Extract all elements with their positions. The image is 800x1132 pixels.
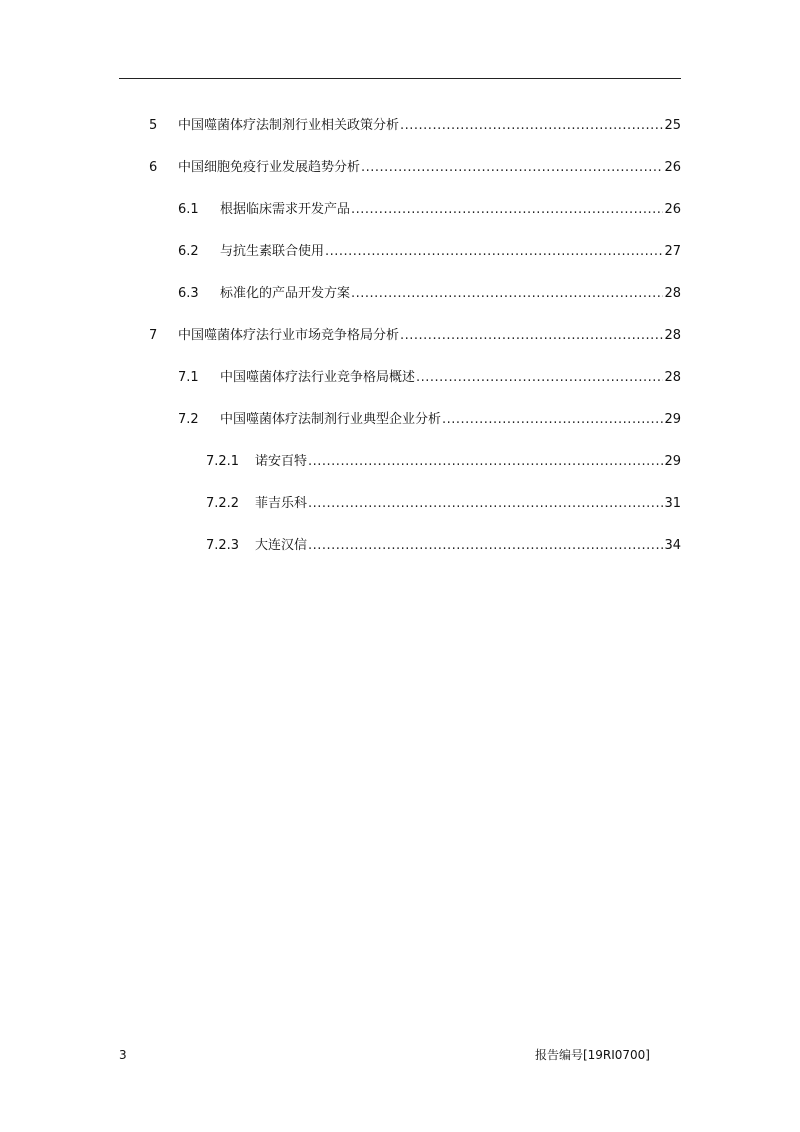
toc-entry-page: 31 [664,496,681,511]
toc-entry-5[interactable] [0,115,800,137]
toc-entry-number: 7.2 [178,412,199,427]
toc-entry-page: 28 [664,286,681,301]
toc-entry-title: 中国噬菌体疗法行业竞争格局概述 [220,370,416,385]
toc-entry-title: 与抗生素联合使用 [220,244,325,259]
toc-entry-7-2-1[interactable] [0,451,800,473]
toc-dot-leader [361,157,663,179]
toc-entry-number: 7.2.3 [206,538,240,553]
toc-entry-number: 7 [149,328,158,343]
toc-dot-leader [400,115,663,137]
toc-entry-title: 菲吉乐科 [255,496,308,511]
toc-dot-leader [351,283,663,305]
toc-entry-title: 中国噬菌体疗法制剂行业相关政策分析 [178,118,400,133]
toc-dot-leader [325,241,663,263]
toc-entry-page: 29 [664,454,681,469]
toc-dot-leader [308,493,663,515]
toc-entry-page: 29 [664,412,681,427]
toc-entry-7-2-2[interactable] [0,493,800,515]
toc-dot-leader [308,535,663,557]
toc-entry-number: 6 [149,160,158,175]
toc-entry-7-1[interactable] [0,367,800,389]
toc-entry-page: 26 [664,202,681,217]
toc-entry-6-2[interactable] [0,241,800,263]
toc-dot-leader [308,451,663,473]
toc-entry-number: 5 [149,118,158,133]
toc-entry-title: 标准化的产品开发方案 [220,286,351,301]
footer-page-number: 3 [119,1048,127,1062]
toc-entry-number: 7.1 [178,370,199,385]
toc-entry-title: 中国细胞免疫行业发展趋势分析 [178,160,361,175]
toc-entry-page: 27 [664,244,681,259]
toc-dot-leader [442,409,663,431]
toc-dot-leader [416,367,663,389]
toc-entry-page: 26 [664,160,681,175]
header-rule [119,78,681,79]
toc-entry-title: 中国噬菌体疗法行业市场竞争格局分析 [178,328,400,343]
toc-entry-page: 25 [664,118,681,133]
toc-entry-title: 诺安百特 [255,454,308,469]
toc-entry-number: 6.1 [178,202,199,217]
toc-entry-page: 34 [664,538,681,553]
toc-entry-title: 中国噬菌体疗法制剂行业典型企业分析 [220,412,442,427]
toc-entry-7[interactable] [0,325,800,347]
toc-entry-6[interactable] [0,157,800,179]
toc-entry-number: 6.3 [178,286,199,301]
toc-entry-6-1[interactable] [0,199,800,221]
toc-entry-6-3[interactable] [0,283,800,305]
toc-entry-number: 7.2.2 [206,496,240,511]
toc-entry-title: 根据临床需求开发产品 [220,202,351,217]
footer-report-id: 报告编号[19RI0700] [534,1048,650,1062]
toc-entry-page: 28 [664,328,681,343]
toc-entry-7-2[interactable] [0,409,800,431]
toc-dot-leader [351,199,663,221]
toc-entry-number: 6.2 [178,244,199,259]
toc-dot-leader [400,325,663,347]
toc-entry-page: 28 [664,370,681,385]
toc-entry-number: 7.2.1 [206,454,240,469]
toc-entry-7-2-3[interactable] [0,535,800,557]
toc-entry-title: 大连汉信 [255,538,308,553]
